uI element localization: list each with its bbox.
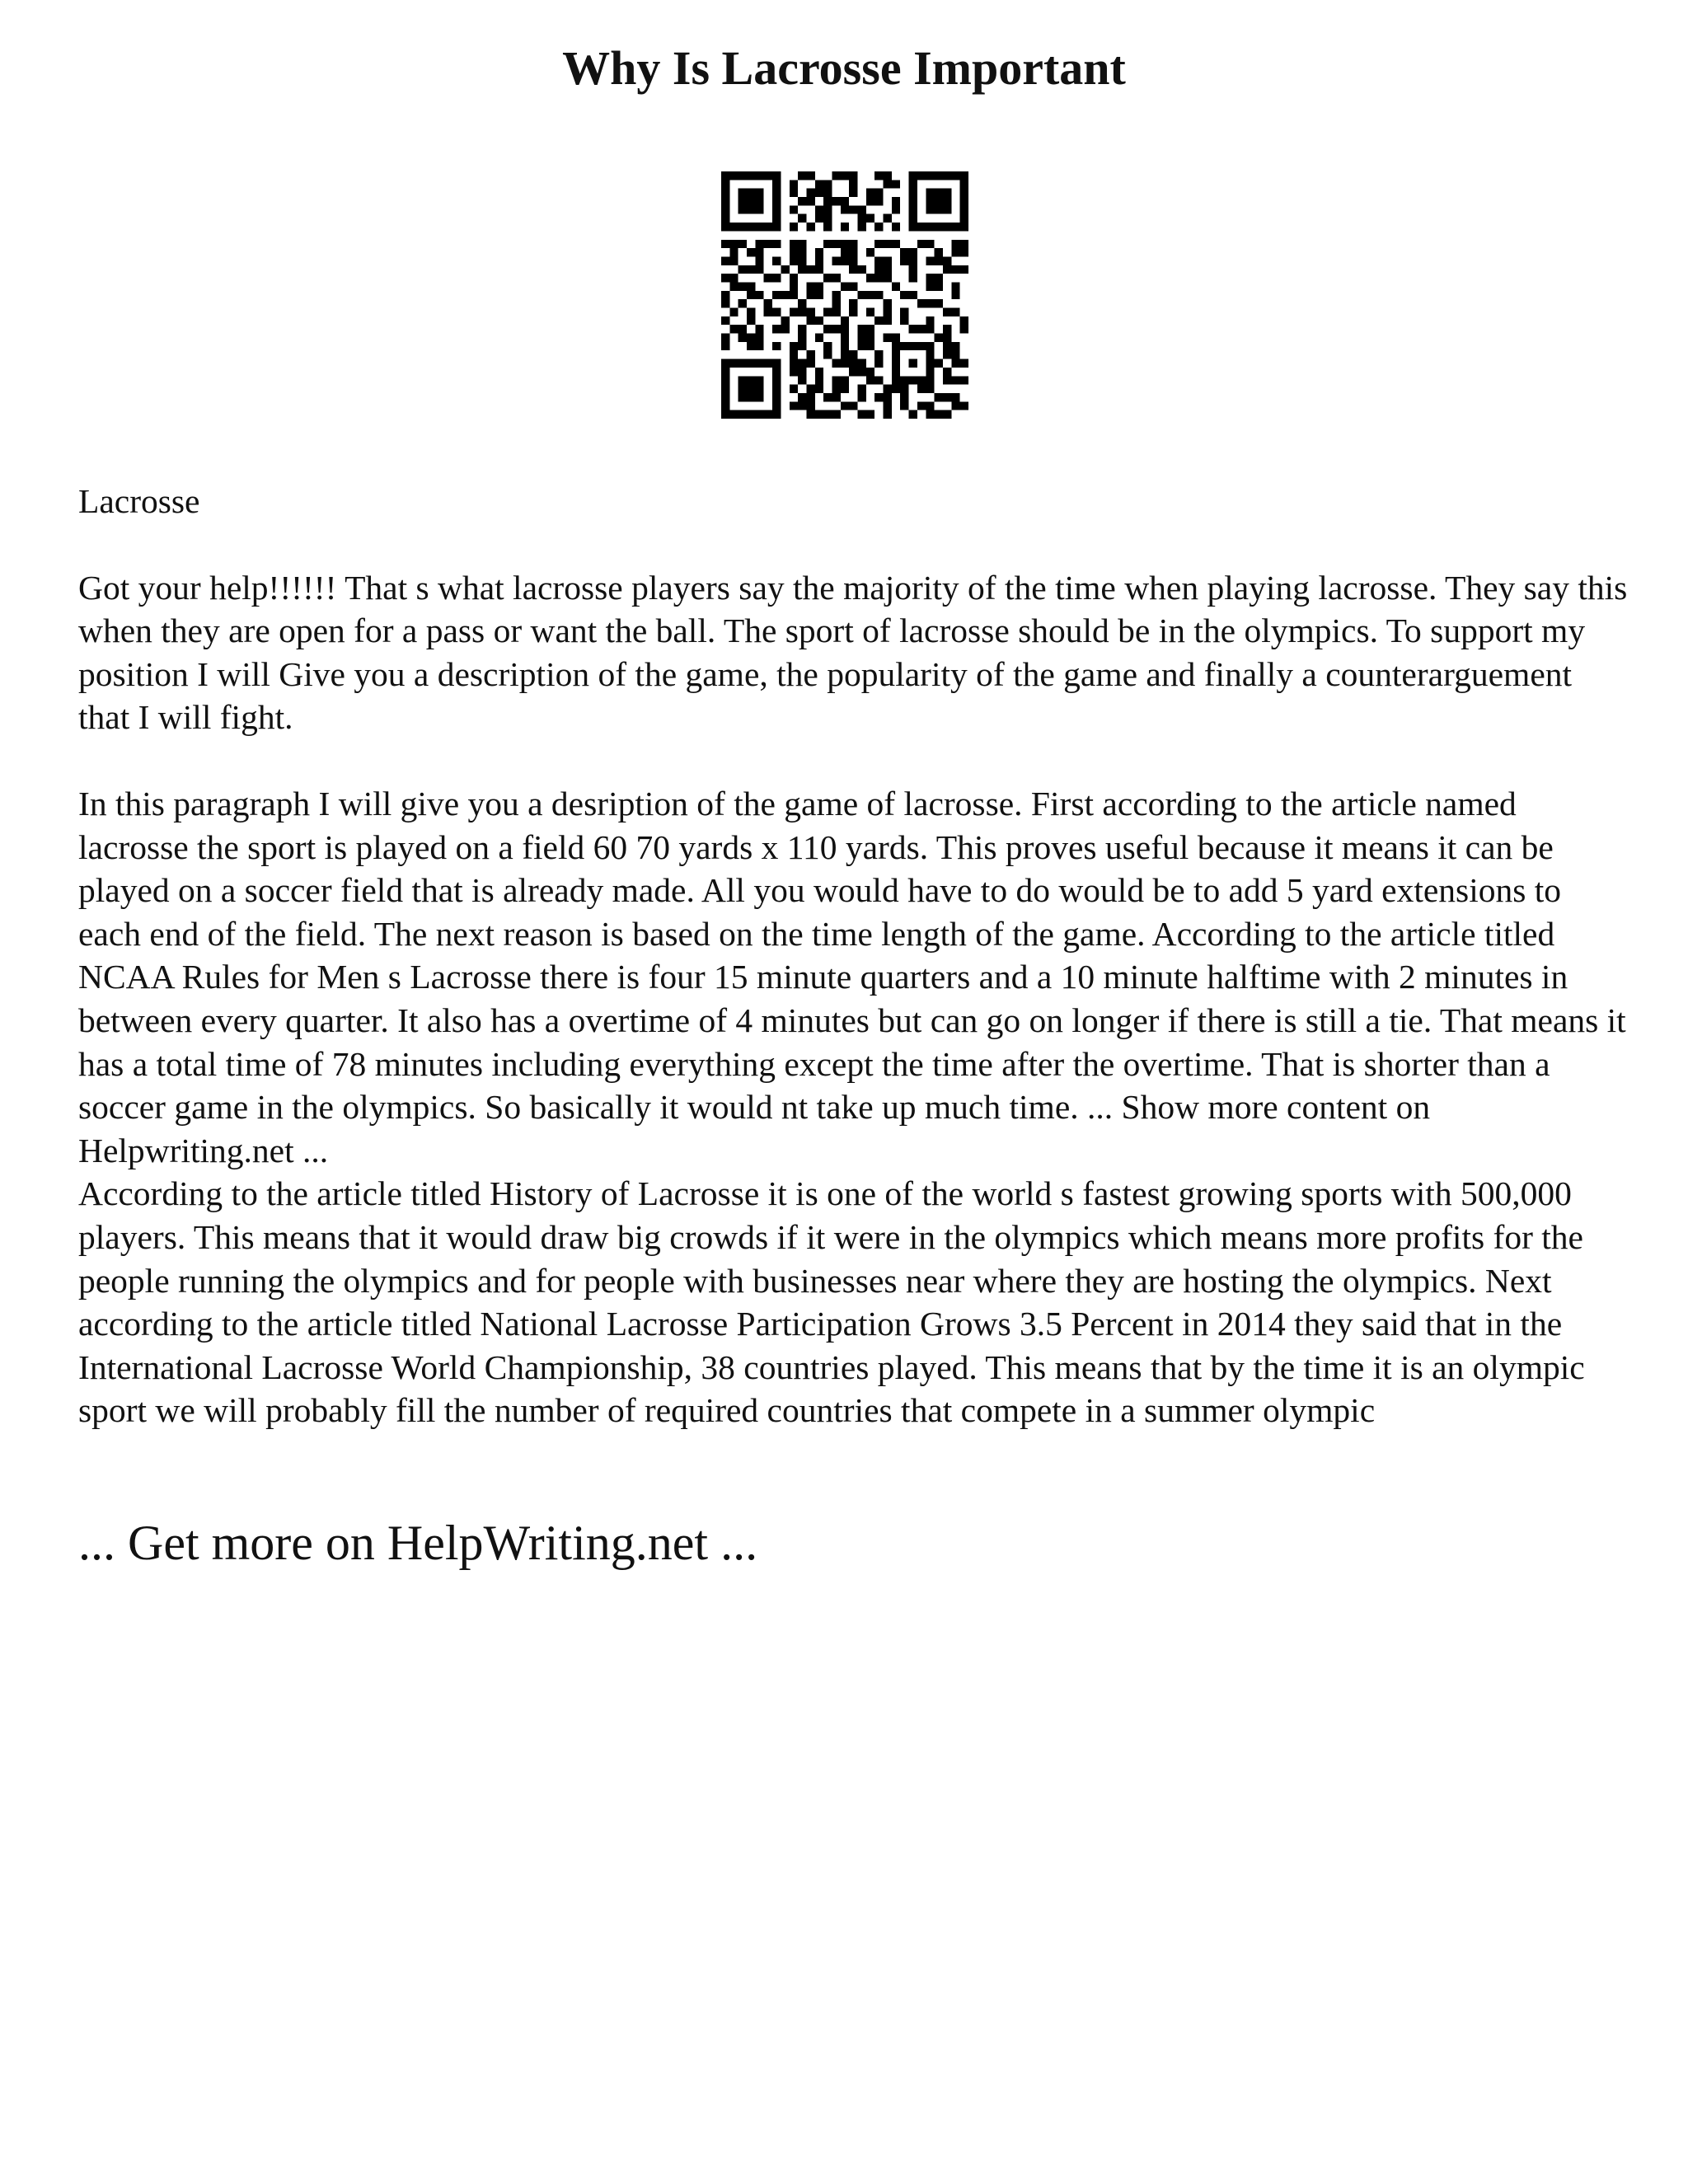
page-title: Why Is Lacrosse Important [562, 41, 1126, 95]
section-label: Lacrosse [78, 482, 200, 520]
get-more-link[interactable]: ... Get more on HelpWriting.net ... [78, 1516, 758, 1570]
paragraph-popularity: According to the article titled History of Lacrosse it is one of the world s fastest growing sports with 500,000 players. This means that it would draw big crowds if it were in the olympics which means more profits for the people running the olympics and for people with businesses near where they are hosting the olympics. Next according to the article titled National Lacrosse Participation Grows 3.5 Percent in 2014 they said that in the International Lacrosse World Championship, 38 countries played. This means that by the time it is an olympic sport we will probably fill the number of required countries that compete in a summer olympic [78, 1174, 1585, 1430]
qr-code-icon [721, 171, 968, 419]
paragraph-intro: Got your help!!!!!! That s what lacrosse players say the majority of the time when playing lacrosse. They say this when they are open for a pass or want the ball. The sport of lacrosse should be in the olympics. To support my position I will Give you a description of the game, the popularity of the game and finally a counterarguement that I will fight. [78, 568, 1628, 737]
article-body [78, 480, 1628, 1432]
paragraph-description: In this paragraph I will give you a desription of the game of lacrosse. First according to the article named lacrosse the sport is played on a field 60 70 yards x 110 yards. This proves useful because it means it can be played on a soccer field that is already made. All you would have to do would be to add 5 yard extensions to each end of the field. The next reason is based on the time length of the game. According to the article titled NCAA Rules for Men s Lacrosse there is four 15 minute quarters and a 10 minute halftime with 2 minutes in between every quarter. It also has a overtime of 4 minutes but can go on longer if there is still a tie. That means it has a total time of 78 minutes including everything except the time after the overtime. That is shorter than a soccer game in the olympics. So basically it would nt take up much time. ... Show more content on Helpwriting.net ... [78, 784, 1626, 1169]
